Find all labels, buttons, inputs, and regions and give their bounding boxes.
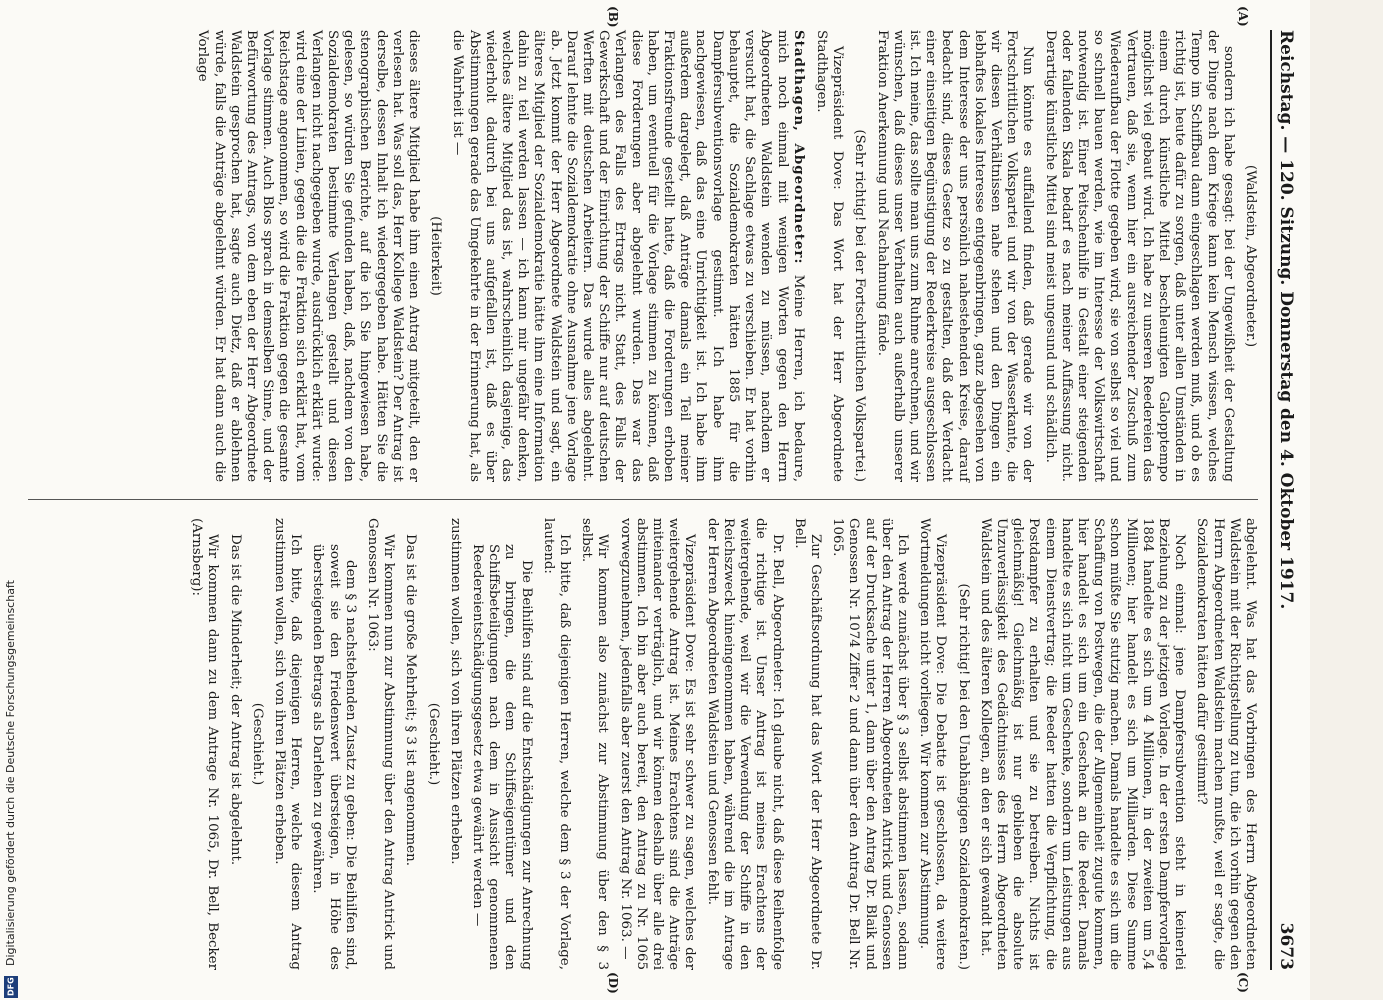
paragraph: abgelehnt. Was hat das Vorbringen des Herrn Abgeordneten Waldstein mit der Richtigstellung zu tun, die ich vorhin gegen den Herrn Abgeordneten Waldstein machen mußte, weil er sagte, die Sozialdemokraten hätten dafür gestimmt? xyxy=(1194,518,1258,970)
credit-text: Digitalisierung gefördert durch die Deutsche Forschungsgemeinschaft xyxy=(4,580,17,966)
page-header xyxy=(1270,30,1296,970)
page-number: 3673 xyxy=(1276,922,1296,970)
audience-reaction: (Sehr richtig! bei den Unabhängigen Sozialdemokraten.) xyxy=(955,583,971,970)
speaker-name: Stadthagen, Abgeordneter: xyxy=(790,30,807,265)
audience-reaction: (Sehr richtig! bei der Fortschrittlichen Volkspartei.) xyxy=(852,129,868,482)
page-header-title: Reichstag. — 120. Sitzung. Donnerstag den 4. Oktober 1917. xyxy=(1276,30,1296,610)
paragraph: Meine Herren, ich bedaure, mich noch einmal mit wenigen Worten gegen den Herrn Abgeordneten Waldstein wenden zu müssen, nachdem er versucht hat, die Sachlage etwas zu verschieben. Er hat vorhin behauptet, die Sozialdemokraten hätten 1885 für die Dampfersubventionsvorlage gestimmt. Ich habe ihm nachgewiesen, daß das eine Unrichtigkeit ist. Ich habe ihm außerdem dargelegt, daß Anträge damals ein Teil meiner Fraktionsfreunde gestellt hatte, daß die Forderungen erhoben haben, um eventuell für die Vorlage stimmen zu können, daß diese Forderungen aber abgelehnt wurden. Das war das Verlangen des Falls des Ertrags nicht. Statt, des Falls der Gewerkschaft und der Einrichtung der Schiffe nur auf deutschen Werften mit deutschen Arbeitern. Das wurde alles abgelehnt. Darauf lehnte die Sozialdemokratie ohne Ausnahme jene Vorlage ab. Jetzt kommt der Herr Abgeordnete Waldstein und sagt, ein älteres Mitglied der Sozialdemokratie hätte ihm eine Information dahin zu teil werden lassen — ich kann mir ungefähr denken, welches ältere Mitglied das ist, wahrscheinlich dasjenige, das wiederholt dadurch bei uns aufgefallen ist, daß es über Abstimmungen gerade das Umgekehrte in der Erinnerung hat, als die Wahrheit ist — xyxy=(450,30,806,482)
paragraph: Vizepräsident Dove: Das Wort hat der Herr Abgeordnete Stadthagen. xyxy=(813,30,846,482)
margin-mark-a: (A) xyxy=(1236,6,1250,27)
quoted-clause: Die Beihilfen sind auf die Entschädigungen zur Anrechnung zu bringen, die dem Schiffseigentümer und den Schiffsbeteiligungen nach dem in Aussicht genommenen Reedereientschädigungsgesetz etwa gewährt werden — xyxy=(470,544,534,970)
left-column xyxy=(188,30,1258,482)
paragraph: dieses ältere Mitglied habe ihm einen Antrag mitgeteilt, den er verlesen hat. Was soll das, Herr Kollege Waldstein? Der Antrag ist derselbe, dessen Inhalt ich wiedergegeben habe. Hätten Sie die stenographischen Berichte, auf die ich Sie hingewiesen habe, gelesen, so würden Sie gefunden haben, daß, nachdem von den Sozialdemokraten bestimmte Verlangen gestellt und diesen Verlangen nicht nachgegeben wurde, ausdrücklich erklärt wurde: wird eine der Linien, gegen die die Fraktion sich erklärt hat, vom Reichstage angenommen, so wird die Fraktion gegen die gesamte Vorlage stimmen. Auch Blos sprach in demselben Sinne, und der Befürwortung des Antrags, von dem eben der Herr Abgeordnete Waldstein gesprochen hat, sagte auch Dietz, daß er ablehnen würde, falls die Anträge abgelehnt würden. Er hat dann auch die Vorlage xyxy=(195,30,422,482)
column-divider xyxy=(28,499,1258,500)
paragraph: Das ist die Minderheit; der Antrag ist abgelehnt. xyxy=(227,534,243,866)
paragraph: zustimmen wollen, sich von ihren Plätzen erheben. xyxy=(447,518,463,865)
paragraph: Noch einmal: jene Dampfersubvention steht in keinerlei Beziehung zu der jetzigen Vorlage. In der ersten Dampfervorlage 1884 handelte es sich um 4 Millionen, in der zweiten um 5,4 Millionen; hier handelt es sich um Milliarden. Diese Summe schon müßte Sie stutzig machen. Damals handelte es sich um die Schaffung von Postwegen, die der Allgemeinheit zugute kommen, hier handelt es sich um ein Geschenk an die Reeder. Damals handelte es sich nicht um Geschenke, sondern um Leistungen aus einem Dienstvertrag; die Reeder hatten die Verpflichtung, die Postdampfer zu erhalten und sie zu betreiben. Nichts ist gleichmäßig! Gleichmäßig ist nur geblieben die absolute Unzuverlässigkeit des Gedächtnisses des Herrn Abgeordneten Waldstein und des älteren Kollegen, an den er sich gewandt hat. xyxy=(977,518,1188,970)
paragraph: Vizepräsident Dove: Es ist sehr schwer zu sagen, welches der weitergehende Antrag ist. Meines Erachtens sind die Anträge miteinander verträglich, und wir können deshalb über alle drei abstimmen. Ich bin aber auch bereit, den Antrag zu Nr. 1065 vorwegzunehmen, jedenfalls aber zuerst den Antrag Nr. 1063. — xyxy=(617,518,698,970)
audience-reaction: (Geschieht.) xyxy=(425,702,441,786)
paragraph: Dr. Bell, Abgeordneter: Ich glaube nicht, daß diese Reihenfolge die richtige ist. Unser Antrag ist meines Erachtens der weitergehende, weil wir die Verwendung der Schiffe in den Reichszweck hineingenommen haben, während die im Antrage der Herren Abgeordneten Waldstein und Genossen fehlt. xyxy=(704,518,785,970)
paragraph: Ich bitte, daß diejenigen Herren, welche dem § 3 der Vorlage, lautend: xyxy=(540,518,573,970)
dfg-logo-icon: DFG xyxy=(4,976,18,998)
paragraph: Wir kommen dann zu dem Antrage Nr. 1065, Dr. Bell, Becker (Arnsberg): xyxy=(189,518,221,970)
paragraph: Zur Geschäftsordnung hat das Wort der Herr Abgeordnete Dr. Bell. xyxy=(791,518,823,970)
paragraph: Nun könnte es auffallend finden, daß gerade wir von der Fortschrittlichen Volkspartei und wir von der Wasserkante, die wir diesen Verhältnissen nahe stehen und den Dingen ein lebhaftes lokales Interesse entgegenbringen, ganz abgesehen von dem Interesse der uns persönlich nahestehenden Kreise, darauf bedacht sind, dieses Gesetz so zu gestalten, daß der Verdacht einer einseitigen Begünstigung der Reederkreise ausgeschlossen ist. Ich meine, das sollte man uns zum Ruhme anrechnen, und wir wünschen, daß dieses unser Verhalten auch außerhalb unserer Fraktion Anerkennung und Nachahmung fände. xyxy=(874,30,1036,482)
audience-reaction: (Geschieht.) xyxy=(249,702,265,786)
paragraph: sondern ich habe gesagt: bei der Ungewißheit der Gestaltung der Dinge nach dem Kriege kann kein Mensch wissen, welches Tempo im Schiffbau dann eingeschlagen werden muß, und ob es richtig ist, heute dafür zu sorgen, daß unter allen Umständen in einem durch künstliche Mittel beschleunigten Galopptempo möglichst viel gebaut wird. Ich habe zu unseren Reedereien das Vertrauen, daß sie, wenn hier ein ausreichender Zuschuß zum Wiederaufbau der Flotte gegeben wird, sie von selbst so viel und so schnell bauen werden, wie im Interesse der Volkswirtschaft notwendig ist. Einer Peitschenhilfe in Gestalt einer steigenden oder fallenden Skala bedarf es nach meiner Auffassung nicht. Derartige künstliche Mittel sind meist ungesund und schädlich. xyxy=(1042,30,1236,482)
margin-mark-d: (D) xyxy=(606,972,620,994)
right-column xyxy=(182,518,1258,970)
quoted-clause: dem § 3 nachstehenden Zusatz zu geben: Die Beihilfen sind, soweit sie den Friedenswert übersteigen, in Höhe des übersteigenden Betrags als Darlehen zu gewähren. xyxy=(310,544,358,970)
paragraph: Vizepräsident Dove: Die Debatte ist geschlossen, da weitere Wortmeldungen nicht vorliegen. Wir kommen zur Abstimmung. xyxy=(917,518,949,970)
speaker-intro: (Waldstein, Abgeordneter.) xyxy=(1243,164,1258,348)
audience-reaction: (Heiterkeit) xyxy=(428,216,444,296)
margin-mark-b: (B) xyxy=(606,6,620,28)
margin-mark-c: (C) xyxy=(1236,972,1250,993)
paragraph: Wir kommen nun zur Abstimmung über den Antrag Antrick und Genossen Nr. 1063: xyxy=(365,518,397,970)
paragraph: Ich werde zunächst über § 3 selbst abstimmen lassen, sodann über den Antrag der Herren Abgeordneten Antrick und Genossen auf der Drucksache unter 1, dann über den Antrag Dr. Blaik und Genossen Nr. 1074 Ziffer 2 und dann über den Antrag Dr. Bell Nr. 1065. xyxy=(830,518,910,970)
paragraph: Ich bitte, daß diejenigen Herren, welche diesem Antrag zustimmen wollen, sich von ihren Plätzen erheben. xyxy=(272,518,304,970)
paragraph: Das ist die große Mehrheit; § 3 ist angenommen. xyxy=(403,534,419,866)
paragraph: Wir kommen also zunächst zur Abstimmung über den § 3 selbst. xyxy=(579,518,611,970)
